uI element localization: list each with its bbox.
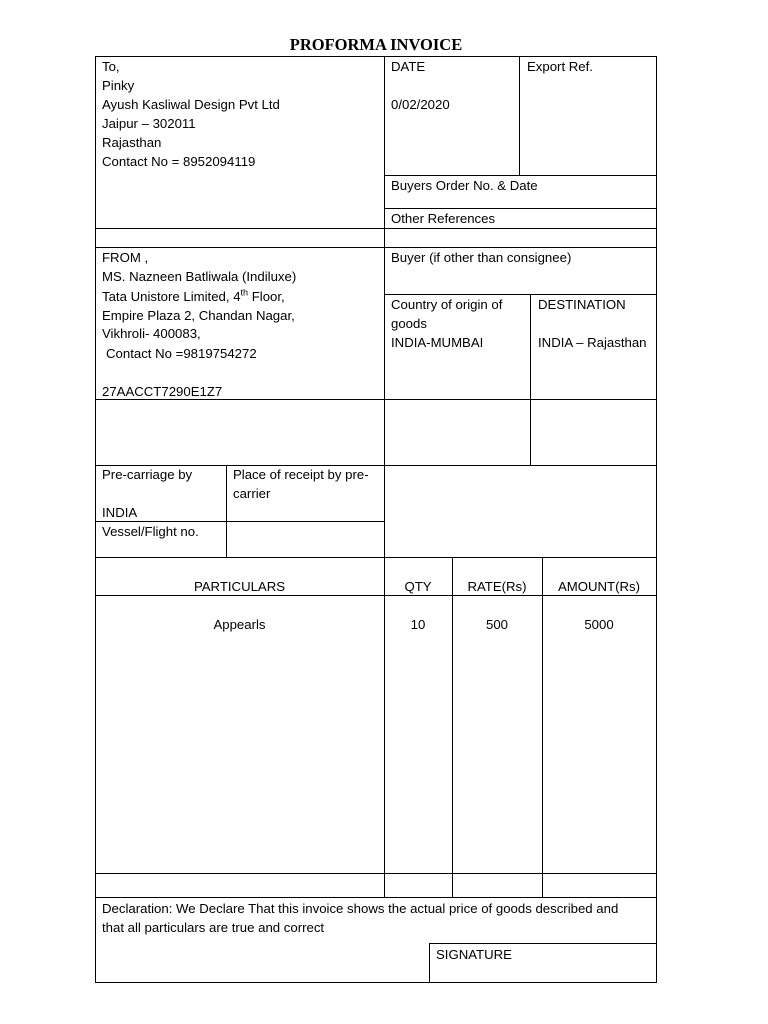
line-table-total-top — [95, 873, 657, 874]
to-label: To, — [102, 59, 120, 74]
destination-value: INDIA – Rajasthan — [538, 335, 647, 350]
date-export-divider — [519, 56, 520, 175]
precarriage-label: Pre-carriage by — [102, 467, 193, 482]
row-particulars: Appearls — [213, 617, 266, 632]
shipping-divider — [226, 465, 227, 557]
buyers-order-label: Buyers Order No. & Date — [391, 178, 538, 193]
line-declaration-top — [95, 897, 657, 898]
origin-label-line1: Country of origin of — [391, 297, 503, 312]
origin-value: INDIA-MUMBAI — [391, 335, 484, 350]
row-rate: 500 — [485, 617, 508, 632]
header-rate: RATE(Rs) — [467, 579, 527, 594]
exporter-address-line1-text: Tata Unistore Limited, 4 — [102, 289, 241, 304]
consignee-company: Ayush Kasliwal Design Pvt Ltd — [102, 97, 280, 112]
page-title: PROFORMA INVOICE — [289, 35, 463, 54]
origin-label-line2: goods — [391, 316, 427, 331]
table-col-divider-qty-rate — [452, 557, 453, 897]
main-divider — [384, 56, 385, 897]
exporter-contact: Contact No =9819754272 — [106, 346, 257, 361]
date-label: DATE — [391, 59, 426, 74]
receipt-label-line1: Place of receipt by pre- — [233, 467, 369, 482]
date-value: 0/02/2020 — [391, 97, 450, 112]
line-row-228 — [95, 228, 657, 229]
header-amount: AMOUNT(Rs) — [557, 579, 641, 594]
other-references-label: Other References — [391, 211, 496, 226]
row-qty: 10 — [410, 617, 426, 632]
header-qty: QTY — [404, 579, 432, 594]
buyer-label: Buyer (if other than consignee) — [391, 250, 572, 265]
outer-left-border — [95, 56, 96, 983]
receipt-label-line2: carrier — [233, 486, 271, 501]
outer-bottom-border — [95, 982, 657, 983]
consignee-state: Rajasthan — [102, 135, 162, 150]
line-signature-top — [429, 943, 657, 944]
table-col-divider-rate-amount — [542, 557, 543, 897]
signature-label: SIGNATURE — [436, 947, 512, 962]
outer-right-border — [656, 56, 657, 983]
signature-left-border — [429, 943, 430, 983]
exporter-gst: 27AACCT7290E1Z7 — [102, 384, 223, 399]
export-ref-label: Export Ref. — [527, 59, 593, 74]
exporter-address-line3: Vikhroli- 400083, — [102, 326, 201, 341]
exporter-address-superscript: th — [240, 287, 249, 298]
from-label: FROM , — [102, 250, 149, 265]
line-table-header-top — [95, 557, 657, 558]
destination-label: DESTINATION — [538, 297, 626, 312]
declaration-line1: Declaration: We Declare That this invoice shows the actual price of goods described and — [102, 901, 619, 916]
origin-destination-divider — [530, 294, 531, 465]
consignee-name: Pinky — [102, 78, 135, 93]
vessel-label: Vessel/Flight no. — [102, 524, 199, 539]
precarriage-value: INDIA — [102, 505, 138, 520]
exporter-address-line1-end: Floor, — [248, 289, 285, 304]
consignee-city: Jaipur – 302011 — [102, 116, 196, 131]
exporter-address-line1 — [102, 287, 285, 306]
consignee-contact: Contact No = 8952094119 — [102, 154, 256, 169]
exporter-name: MS. Nazneen Batliwala (Indiluxe) — [102, 269, 297, 284]
exporter-address-line2: Empire Plaza 2, Chandan Nagar, — [102, 308, 295, 323]
line-row-247 — [95, 247, 657, 248]
row-amount: 5000 — [584, 617, 614, 632]
header-particulars: PARTICULARS — [193, 579, 286, 594]
declaration-line2: that all particulars are true and correct — [102, 920, 325, 935]
